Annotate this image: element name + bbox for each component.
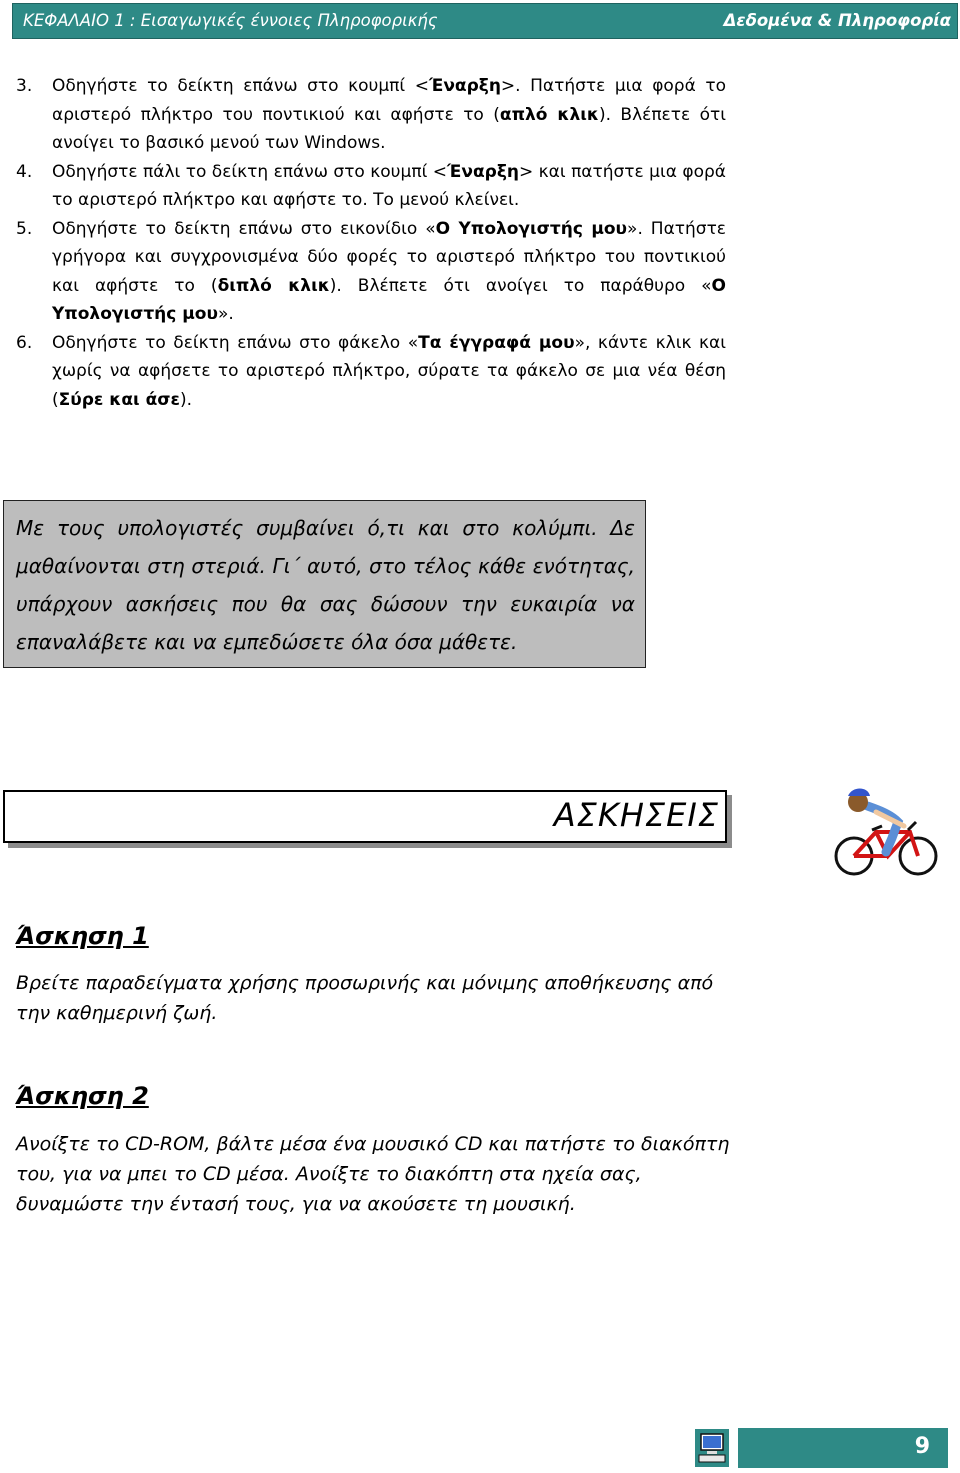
footer-bar	[738, 1428, 948, 1468]
step-bold: απλό κλικ	[499, 104, 599, 125]
step-text: Οδηγήστε πάλι το δείκτη επάνω στο κουμπί <	[52, 161, 448, 182]
exercises-heading: ΑΣΚΗΣΕΙΣ	[553, 796, 719, 834]
step-text: ). Βλέπετε ότι ανοίγει το παράθυρο «	[329, 275, 712, 296]
step-number: 6.	[16, 332, 33, 353]
step-text: > και πατήστε μια φορά το αριστερό πλήκτρο και αφήστε το. Το μενού κλείνει.	[52, 161, 726, 210]
step-3	[16, 72, 726, 158]
step-6	[16, 329, 726, 415]
step-number: 4.	[16, 161, 33, 182]
exercises-banner	[3, 790, 727, 843]
section-title: Δεδομένα & Πληροφορία	[723, 11, 951, 30]
step-5	[16, 215, 726, 329]
step-bold: διπλό κλικ	[217, 275, 330, 296]
instruction-steps	[16, 72, 726, 414]
exercise-1-text: Βρείτε παραδείγματα χρήσης προσωρινής και μόνιμης αποθήκευσης από την καθημερινή ζωή.	[16, 972, 714, 1024]
step-text: ».	[217, 304, 234, 324]
step-text: ). Βλέπετε ότι ανοίγει το βασικό μενού των Windows.	[52, 104, 726, 153]
exercise-2-title: Άσκηση 2	[16, 1082, 149, 1110]
step-text: Οδηγήστε το δείκτη επάνω στο φάκελο «	[52, 332, 419, 353]
step-text: », κάντε κλικ και χωρίς να αφήσετε το αριστερό πλήκτρο, σύρατε τα φάκελο σε μια νέα θέση (	[52, 332, 726, 410]
step-bold: Ο Υπολογιστής μου	[52, 275, 726, 324]
step-text: ).	[179, 389, 193, 410]
step-number: 3.	[16, 76, 33, 96]
step-bold: Έναρξη	[447, 161, 519, 182]
page-header	[12, 3, 958, 39]
exercise-2-text: Ανοίξτε το CD-ROM, βάλτε μέσα ένα μουσικό CD και πατήστε το διακόπτη του, για να μπει το CD μέσα. Ανοίξτε το διακόπτη στα ηχεία σας, δυναμώστε την έντασή τους, για να ακούσετε τη μουσική.	[16, 1133, 730, 1215]
step-bold: Έναρξη	[428, 76, 501, 96]
note-box: Με τους υπολογιστές συμβαίνει ό,τι και στο κολύμπι. Δε μαθαίνονται στη στεριά. Γι΄ αυτό, στο τέλος κάθε ενότητας, υπάρχουν ασκήσεις που θα σας δώσουν την ευκαιρία να επαναλάβετε και να εμπεδώσετε όλα όσα μάθετε.	[3, 500, 646, 668]
page-number: 9	[914, 1434, 930, 1459]
step-bold: Ο Υπολογιστής μου	[435, 218, 628, 239]
step-4	[16, 158, 726, 215]
step-text: Οδηγήστε το δείκτη επάνω στο κουμπί <	[52, 76, 429, 96]
step-text: >. Πατήστε μια φορά το αριστερό πλήκτρο του ποντικιού και αφήστε το (	[52, 76, 726, 125]
chapter-title: ΚΕΦΑΛΑΙΟ 1 : Εισαγωγικές έννοιες Πληροφορικής	[23, 11, 438, 30]
step-text: Οδηγήστε το δείκτη επάνω στο εικονίδιο «	[52, 218, 436, 239]
computer-icon	[694, 1428, 730, 1468]
step-bold: Σύρε και άσε	[58, 389, 180, 410]
step-text: ». Πατήστε γρήγορα και συγχρονισμένα δύο φορές το αριστερό πλήκτρο του ποντικιού και αφήστε το (	[52, 218, 726, 296]
step-bold: Τα έγγραφά μου	[418, 332, 575, 353]
cyclist-icon	[832, 782, 942, 878]
exercise-1-title: Άσκηση 1	[16, 922, 149, 950]
step-number: 5.	[16, 218, 33, 239]
